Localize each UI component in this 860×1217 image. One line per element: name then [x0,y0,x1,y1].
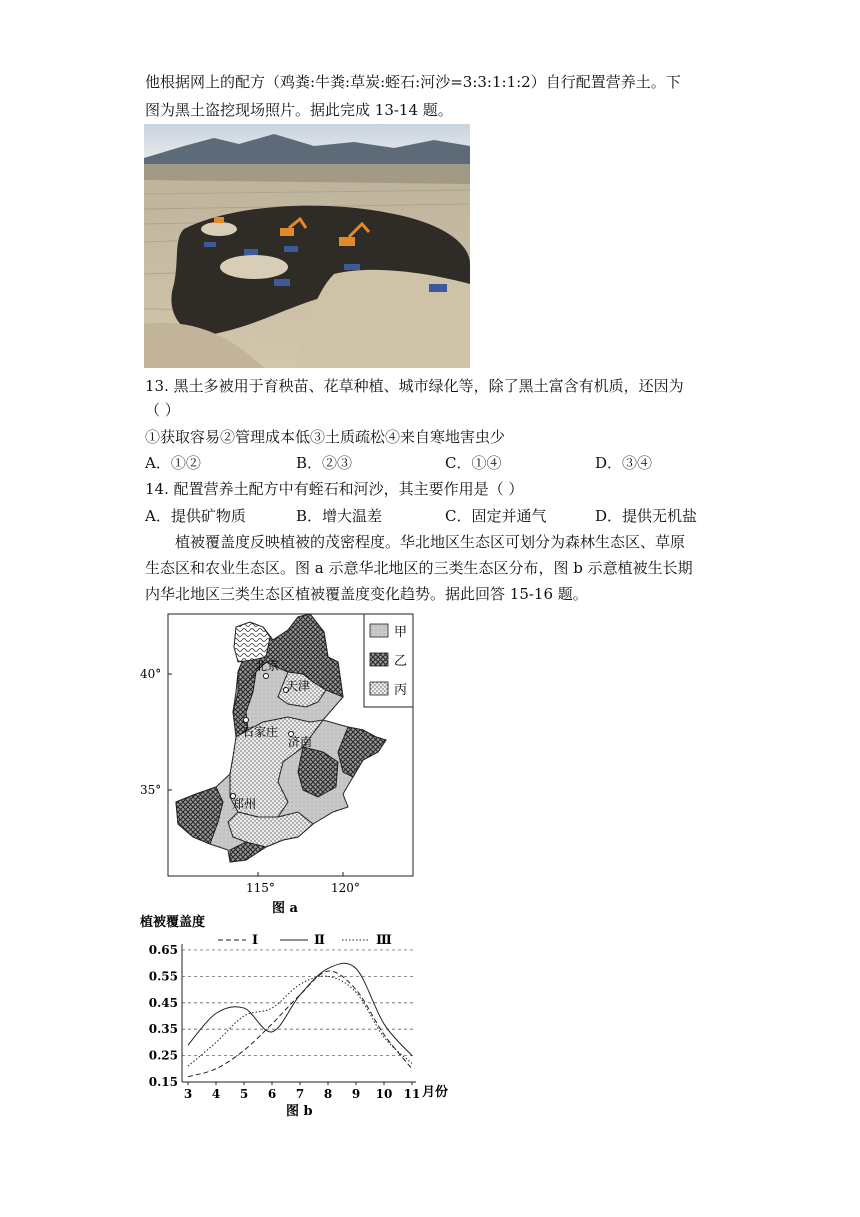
lon-label-115: 115° [246,881,275,895]
x-tick-label: 3 [183,1087,193,1101]
intro-line-2: 图为黑土盗挖现场照片。据此完成 13-14 题。 [145,101,453,119]
figure-b-caption: 图 b [286,1104,313,1119]
intro-line-1: 他根据网上的配方（鸡粪:牛粪:草炭:蛭石:河沙=3:3:1:1:2）自行配置营养土。下 [145,73,681,91]
q13-option-b[interactable]: B．②③ [296,454,353,472]
q13-option-c[interactable]: C．①④ [445,454,502,472]
city-label-shijiazhuang: 石家庄 [242,725,279,739]
x-tick-label: 9 [351,1087,361,1101]
series-line-1 [188,971,412,1077]
q13-stem-line-2: （ ） [145,401,180,419]
q14-option-c[interactable]: C．固定并通气 [445,507,547,525]
lat-label-35: 35° [140,783,162,797]
y-tick-label: 0.35 [148,1022,178,1037]
passage-line-2: 生态区和农业生态区。图 a 示意华北地区的三类生态区分布，图 b 示意植被生长期 [145,559,693,577]
legend-swatch-yi [370,653,388,666]
legend-label-bing: 丙 [394,683,408,698]
city-label-beijing: 北京 [255,659,280,673]
y-tick-label: 0.65 [148,943,178,957]
city-label-tianjin: 天津 [286,679,311,693]
legend-swatch-bing [370,682,388,695]
city-label-zhengzhou: 郑州 [232,797,257,811]
x-tick-label: 10 [375,1087,393,1101]
figure-b-chart [138,912,473,1122]
x-tick-label: 11 [403,1087,421,1101]
series-line-2 [188,963,412,1055]
excavation-photo [144,124,470,368]
q13-option-a[interactable]: A．①② [145,454,201,472]
lat-label-40: 40° [140,667,162,681]
q13-option-d[interactable]: D．③④ [595,454,653,472]
legend-label-jia: 甲 [394,625,408,640]
city-label-jinan: 济南 [288,735,313,749]
q14-option-b[interactable]: B．增大温差 [296,507,383,525]
legend-label-1: Ⅰ [252,933,259,948]
shijiazhuang-marker [244,718,249,723]
x-tick-label: 8 [323,1087,333,1101]
legend-label-3: Ⅲ [376,933,392,948]
beijing-marker [264,674,269,679]
figure-a-map [138,612,428,922]
legend-swatch-jia [370,624,388,637]
y-tick-label: 0.25 [148,1048,178,1063]
legend-label-2: Ⅱ [314,933,325,948]
y-tick-label: 0.45 [148,995,178,1010]
y-tick-label: 0.15 [148,1075,178,1089]
x-axis-label: 月份 [422,1085,449,1100]
q14-stem: 14. 配置营养土配方中有蛭石和河沙，其主要作用是（ ） [145,480,524,498]
q14-option-a[interactable]: A．提供矿物质 [145,507,246,525]
x-tick-label: 4 [211,1087,221,1101]
x-tick-label: 6 [267,1087,277,1101]
q13-statements: ①获取容易②管理成本低③土质疏松④来自寒地害虫少 [145,428,506,446]
x-tick-label: 5 [239,1087,249,1101]
series-line-3 [188,976,412,1066]
y-tick-label: 0.55 [148,969,178,984]
legend-label-yi: 乙 [394,654,408,669]
lon-label-120: 120° [331,881,360,895]
passage-line-3: 内华北地区三类生态区植被覆盖度变化趋势。据此回答 15-16 题。 [145,585,588,603]
q14-option-d[interactable]: D．提供无机盐 [595,507,698,525]
figure-a-caption: 图 a [272,901,298,916]
x-tick-label: 7 [295,1087,305,1101]
passage-line-1: 植被覆盖度反映植被的茂密程度。华北地区生态区可划分为森林生态区、草原 [175,533,686,551]
y-axis-label: 植被覆盖度 [140,915,206,930]
q13-stem-line-1: 13. 黑土多被用于育秧苗、花草种植、城市绿化等，除了黑土富含有机质，还因为 [145,377,684,395]
